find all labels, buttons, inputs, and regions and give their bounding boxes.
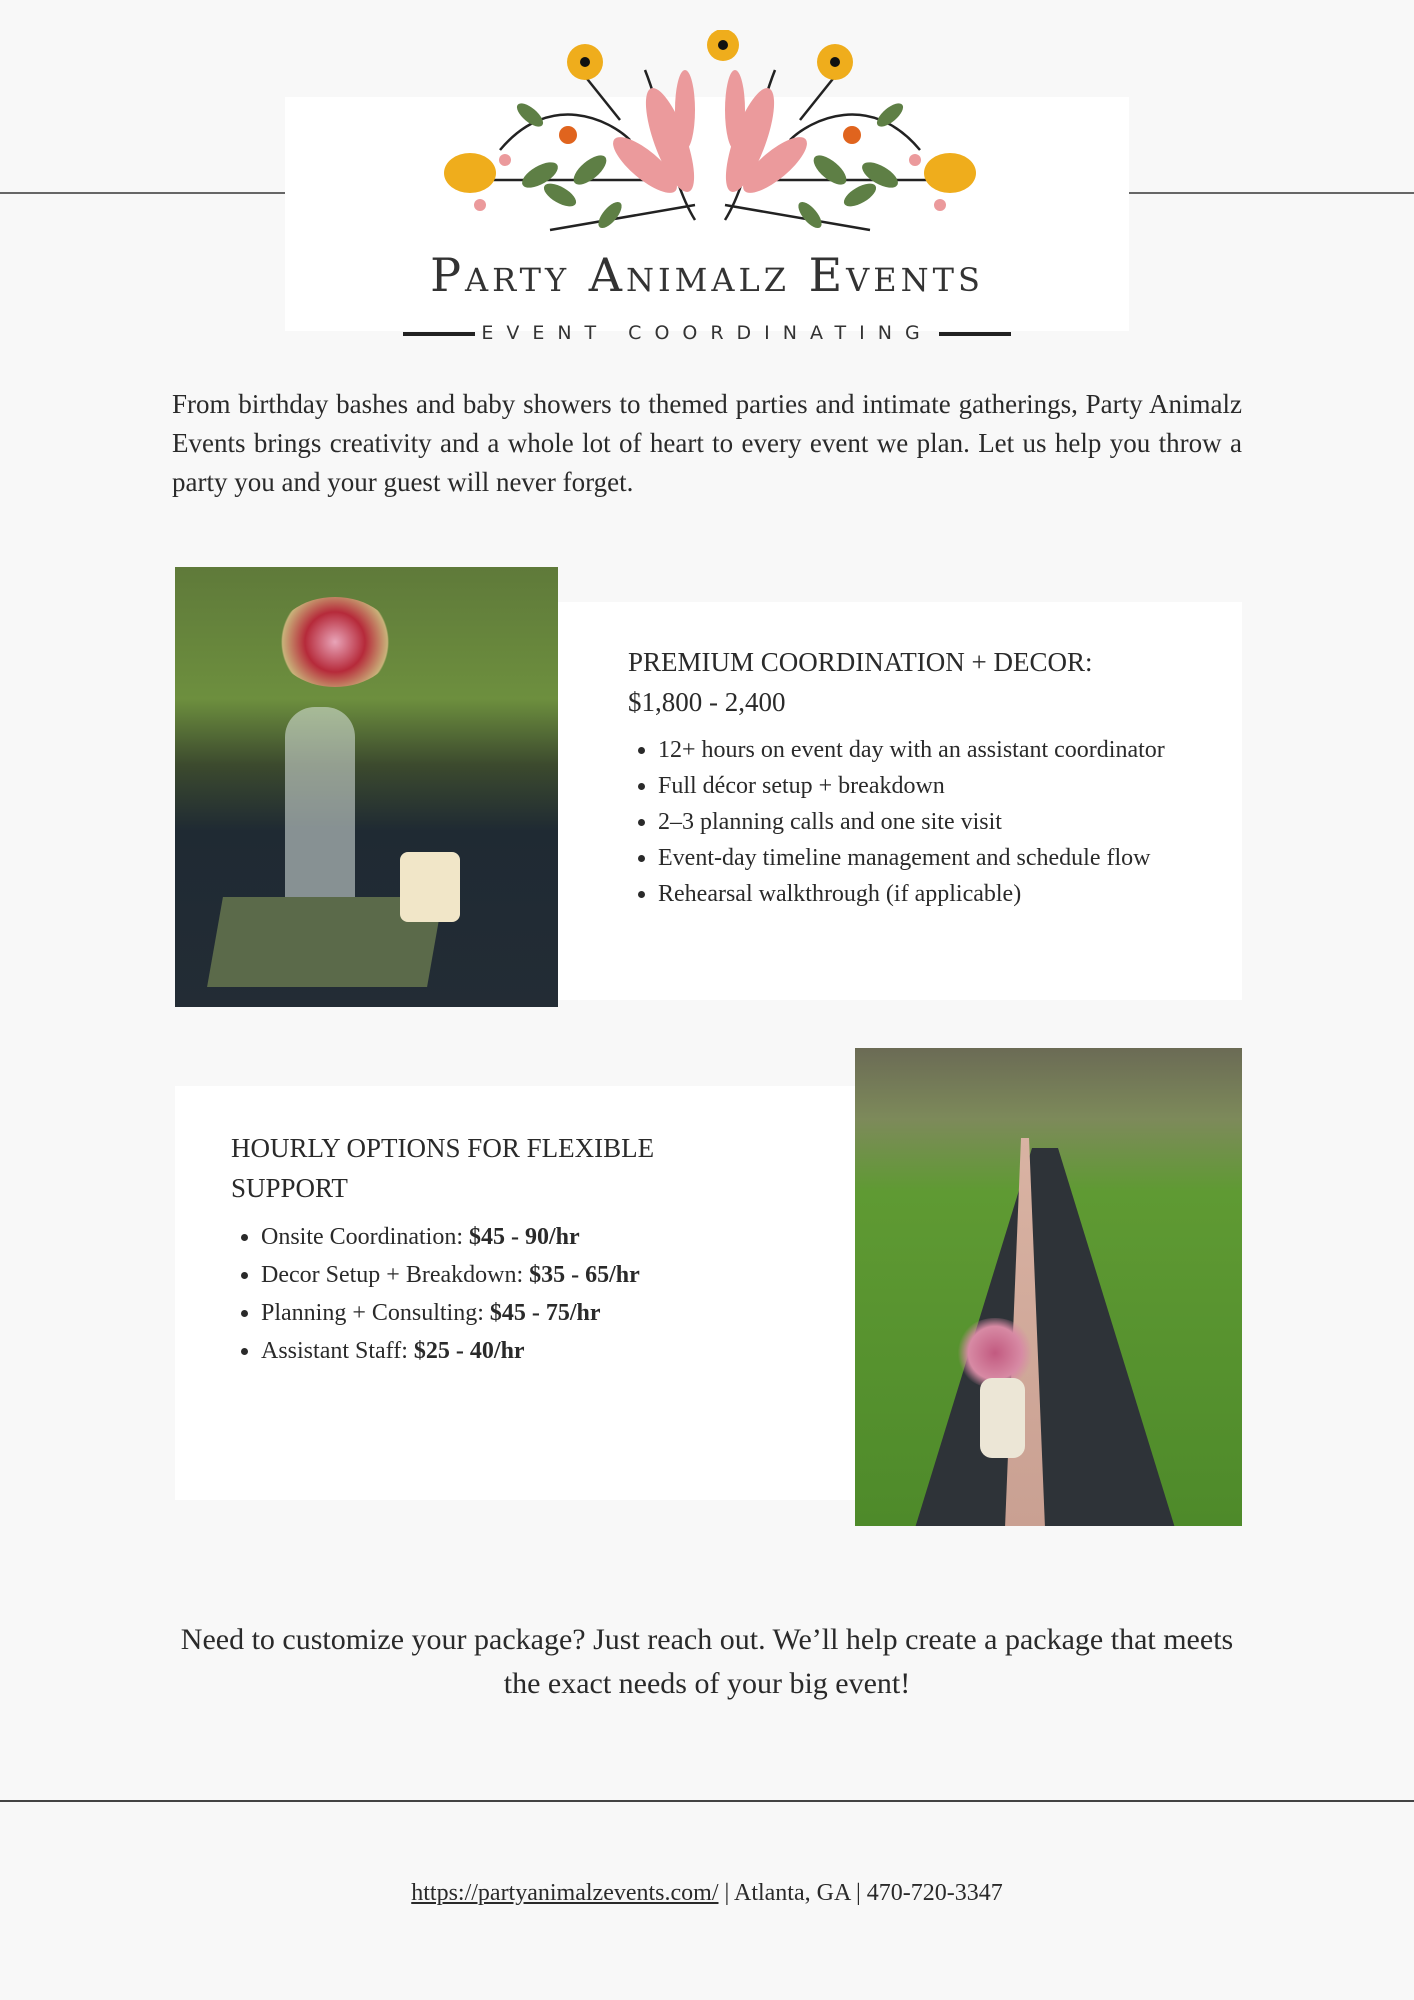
rate-label: Onsite Coordination: xyxy=(261,1224,469,1250)
premium-feature-list xyxy=(628,732,1182,912)
list-item xyxy=(261,1294,795,1332)
rate-price: $25 - 40/hr xyxy=(413,1338,525,1364)
list-item: • Full décor setup + breakdown xyxy=(658,768,1182,804)
closing-message: Need to customize your package? Just reach out. We’ll help create a package that meets the exact needs of your big event! xyxy=(180,1623,1234,1700)
list-item: • 12+ hours on event day with an assistant coordinator xyxy=(658,732,1182,768)
rate-label: Assistant Staff: xyxy=(261,1338,414,1364)
hourly-heading: HOURLY OPTIONS FOR FLEXIBLE SUPPORT xyxy=(231,1133,655,1203)
floral-logo-icon xyxy=(430,30,990,240)
separator: | xyxy=(849,1880,867,1906)
list-item xyxy=(261,1256,795,1294)
rate-price: $45 - 75/hr xyxy=(489,1300,601,1326)
separator: | xyxy=(718,1880,734,1906)
long-table-photo xyxy=(855,1048,1242,1526)
location: Atlanta, GA xyxy=(733,1880,850,1906)
hourly-rate-list xyxy=(231,1218,795,1370)
list-item: • Event-day timeline management and schedule flow xyxy=(658,840,1182,876)
website-link[interactable]: https://partyanimalzevents.com/ xyxy=(411,1880,719,1906)
intro-paragraph: From birthday bashes and baby showers to themed parties and intimate gatherings, Party Animalz Events brings creativity and a whole lot of heart to every event we plan. Let us help you throw a party you and your guest will never forget. xyxy=(172,389,1242,497)
premium-package-card xyxy=(558,602,1242,1000)
rate-label: Planning + Consulting: xyxy=(261,1300,490,1326)
list-item: • Rehearsal walkthrough (if applicable) xyxy=(658,876,1182,912)
phone-number: 470-720-3347 xyxy=(866,1880,1003,1906)
brand-subtitle-text: EVENT COORDINATING xyxy=(481,322,933,344)
brand-title: Party Animalz Events xyxy=(430,248,984,302)
list-item: • 2–3 planning calls and one site visit xyxy=(658,804,1182,840)
hourly-options-card xyxy=(175,1086,855,1500)
premium-heading: PREMIUM COORDINATION + DECOR: xyxy=(628,647,1093,677)
rate-label: Decor Setup + Breakdown: xyxy=(261,1262,530,1288)
list-item xyxy=(261,1332,795,1370)
brand-subtitle xyxy=(285,322,1129,344)
premium-price: $1,800 - 2,400 xyxy=(628,687,786,717)
footer-rule xyxy=(0,1800,1414,1802)
rate-price: $35 - 65/hr xyxy=(529,1262,640,1288)
rate-price: $45 - 90/hr xyxy=(468,1224,580,1250)
list-item xyxy=(261,1218,795,1256)
centerpiece-photo xyxy=(175,567,558,1007)
footer xyxy=(0,1880,1414,1907)
